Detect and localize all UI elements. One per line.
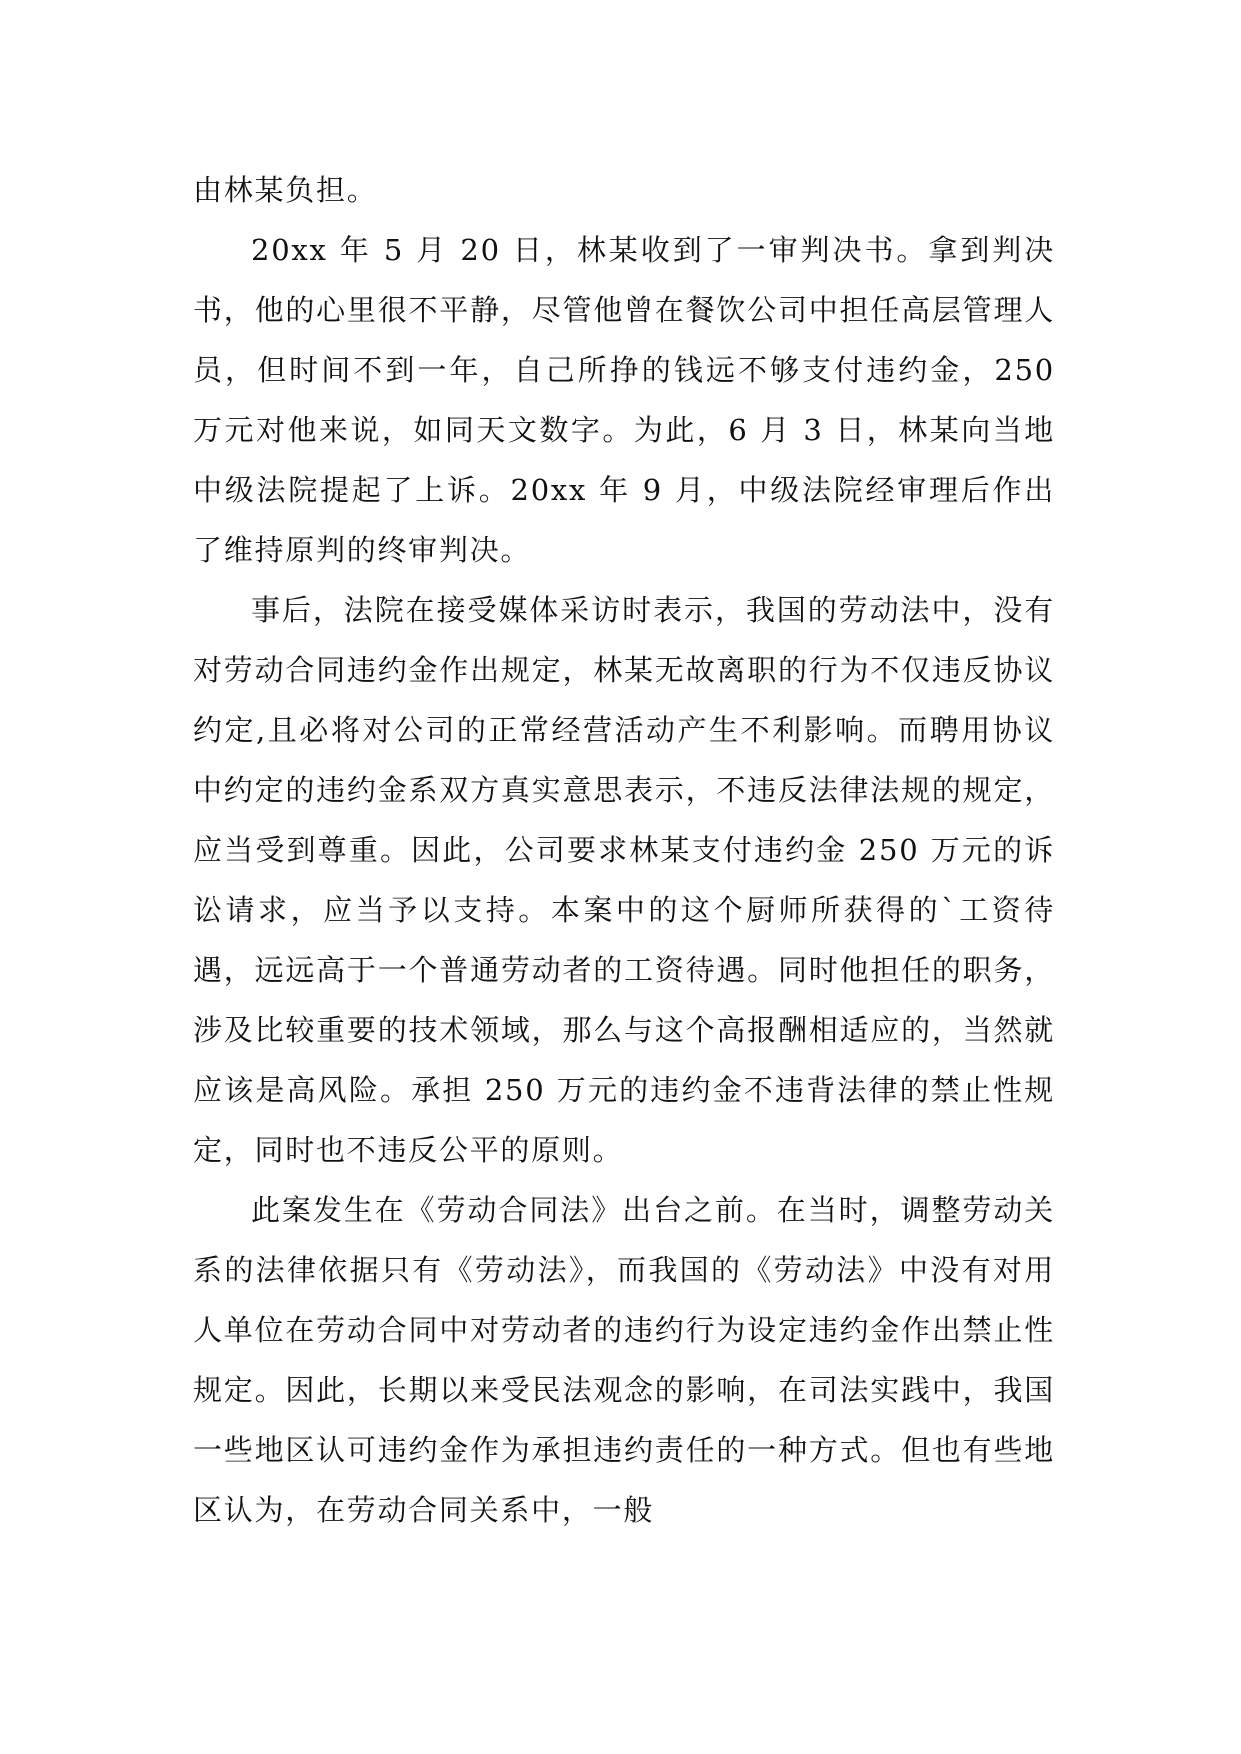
paragraph-legal-background: 此案发生在《劳动合同法》出台之前。在当时，调整劳动关系的法律依据只有《劳动法》，而我国的《劳动法》中没有对用人单位在劳动合同中对劳动者的违约行为设定违约金作出禁止性规定。因此，长期以来受民法观念的影响，在司法实践中，我国一些地区认可违约金作为承担违约责任的一种方式。但也有些地区认为，在劳动合同关系中，一般	[193, 1193, 1055, 1527]
paragraph-continuation: 由林某负担。	[193, 173, 378, 207]
paragraph-court-statement: 事后，法院在接受媒体采访时表示，我国的劳动法中，没有对劳动合同违约金作出规定，林某无故离职的行为不仅违反协议约定,且必将对公司的正常经营活动产生不利影响。而聘用协议中约定的违约金系双方真实意思表示，不违反法律法规的规定，应当受到尊重。因此，公司要求林某支付违约金 250 万元的诉讼请求，应当予以支持。本案中的这个厨师所获得的`工资待遇，远远高于一个普通劳动者的工资待遇。同时他担任的职务，涉及比较重要的技术领域，那么与这个高报酬相适应的，当然就应该是高风险。承担 250 万元的违约金不违背法律的禁止性规定，同时也不违反公平的原则。	[193, 593, 1055, 1167]
document-body	[193, 160, 1055, 1540]
paragraph-first-instance-judgment: 20xx 年 5 月 20 日，林某收到了一审判决书。拿到判决书，他的心里很不平静，尽管他曾在餐饮公司中担任高层管理人员，但时间不到一年，自己所挣的钱远不够支付违约金，250 万元对他来说，如同天文数字。为此，6 月 3 日，林某向当地中级法院提起了上诉。20xx 年 9 月，中级法院经审理后作出了维持原判的终审判决。	[193, 233, 1055, 567]
